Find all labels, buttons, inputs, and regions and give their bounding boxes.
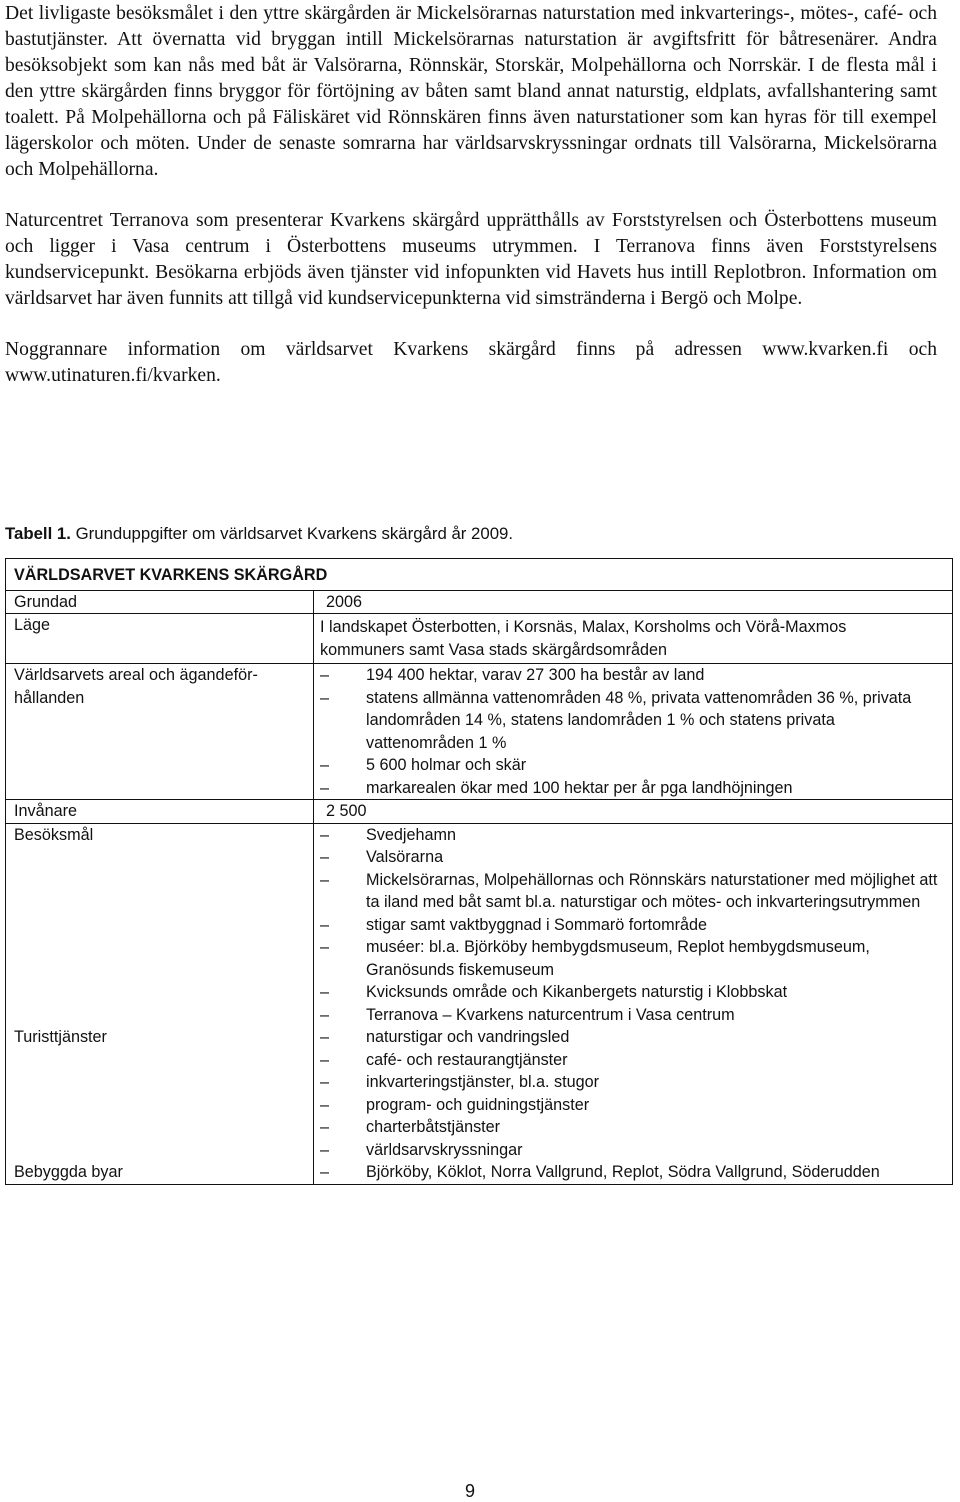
besoksmal-list	[320, 824, 952, 1027]
list-item: – program- och guidningstjänster	[320, 1094, 952, 1117]
list-item: – Svedjehamn	[320, 824, 952, 847]
table-row-turisttjanster	[6, 1026, 953, 1161]
row-label-grundad: Grundad	[6, 590, 314, 614]
list-item: – charterbåtstjänster	[320, 1116, 952, 1139]
row-label-areal: Världsarvets areal och ägandeförhållanden	[6, 664, 314, 800]
body-text	[5, 0, 937, 389]
turisttjanster-list	[320, 1026, 952, 1161]
facts-table	[5, 558, 953, 1185]
row-label-lage: Läge	[6, 614, 314, 664]
list-item: – Mickelsörarnas, Molpehällornas och Rönnskärs naturstationer med möjlighet att ta iland med båt samt bl.a. naturstigar och mötes- och inkvarteringsutrymmen	[320, 869, 952, 914]
table-row-besoksmal	[6, 823, 953, 1026]
table-title: VÄRLDSARVET KVARKENS SKÄRGÅRD	[6, 559, 953, 591]
list-item: – 5 600 holmar och skär	[320, 754, 952, 777]
row-label-turisttjanster: Turisttjänster	[6, 1026, 314, 1161]
row-value-byar	[314, 1161, 953, 1184]
table-row-grundad	[6, 590, 953, 614]
row-value-besoksmal	[314, 823, 953, 1026]
areal-list	[320, 664, 952, 799]
page-number: 9	[464, 1481, 475, 1501]
table-row-invanare	[6, 800, 953, 824]
row-value-invanare: 2 500	[314, 800, 953, 824]
list-item: – naturstigar och vandringsled	[320, 1026, 952, 1049]
row-label-byar: Bebyggda byar	[6, 1161, 314, 1184]
list-item: – muséer: bl.a. Björköby hembygdsmuseum, Replot hembygdsmuseum, Granösunds fiskemuseum	[320, 936, 952, 981]
paragraph-terranova: Naturcentret Terranova som presenterar Kvarkens skärgård upprätthålls av Forststyrelsen och Österbottens museum och ligger i Vasa centrum i Österbottens museums utrymmen. I Terranova finns även Forststyrelsens kundservicepunkt. Besökarna erbjöds även tjänster vid infopunkten vid Havets hus intill Replotbron. Information om världsarvet har även funnits att tillgå vid kundservicepunkterna vid simstränderna i Bergö och Molpe.	[5, 210, 937, 309]
table-caption	[5, 523, 945, 545]
table-caption-label: Tabell 1.	[5, 524, 71, 543]
row-value-grundad: 2006	[314, 590, 953, 614]
paragraph-visitor-destinations: Det livligaste besöksmålet i den yttre skärgården är Mickelsörarnas naturstation med inkvarterings-, mötes-, café- och bastutjänster. Att övernatta vid bryggan intill Mickelsörarnas naturstation är avgiftsfritt för båtresenärer. Andra besöksobjekt som kan nås med båt är Valsörarna, Rönnskär, Storskär, Molpehällorna och Norrskär. I de flesta mål i den yttre skärgården finns bryggor för förtöjning av båten samt bland annat naturstig, eldplats, avfallshantering samt toalett. På Molpehällorna och på Fäliskäret vid Rönnskären finns även naturstationer som kan hyras för till exempel lägerskolor och möten. Under de senaste somrarna har världsarvskryssningar ordnats till Valsörarna, Mickelsörarna och Molpehällorna.	[5, 3, 937, 180]
list-item: – statens allmänna vattenområden 48 %, privata vattenområden 36 %, privata landområden 14 %, statens landområden 1 % och statens privata vattenområden 1 %	[320, 687, 952, 755]
list-item: – Björköby, Köklot, Norra Vallgrund, Replot, Södra Vallgrund, Söderudden	[320, 1161, 952, 1184]
paragraph-more-info: Noggrannare information om världsarvet Kvarkens skärgård finns på adressen www.kvarken.fi och www.utinaturen.fi/kvarken.	[5, 339, 937, 386]
list-item: – världsarvskryssningar	[320, 1139, 952, 1162]
row-value-turisttjanster	[314, 1026, 953, 1161]
list-item: – Terranova – Kvarkens naturcentrum i Vasa centrum	[320, 1004, 952, 1027]
row-value-areal	[314, 664, 953, 800]
row-value-lage: I landskapet Österbotten, i Korsnäs, Malax, Korsholms och Vörå-Maxmos kommuners samt Vasa stads skärgårdsområden	[314, 614, 953, 664]
list-item: – Kvicksunds område och Kikanbergets naturstig i Klobbskat	[320, 981, 952, 1004]
list-item: – markarealen ökar med 100 hektar per år pga landhöjningen	[320, 777, 952, 800]
table-row-areal	[6, 664, 953, 800]
table-row-byar	[6, 1161, 953, 1184]
list-item: – café- och restaurangtjänster	[320, 1049, 952, 1072]
row-label-invanare: Invånare	[6, 800, 314, 824]
table-row-lage	[6, 614, 953, 664]
list-item: – stigar samt vaktbyggnad i Sommarö fortområde	[320, 914, 952, 937]
row-label-besoksmal: Besöksmål	[6, 823, 314, 1026]
list-item: – Valsörarna	[320, 846, 952, 869]
list-item: – 194 400 hektar, varav 27 300 ha består av land	[320, 664, 952, 687]
list-item: – inkvarteringstjänster, bl.a. stugor	[320, 1071, 952, 1094]
byar-list	[320, 1161, 952, 1184]
table-caption-text: Grunduppgifter om världsarvet Kvarkens skärgård år 2009.	[75, 524, 514, 543]
